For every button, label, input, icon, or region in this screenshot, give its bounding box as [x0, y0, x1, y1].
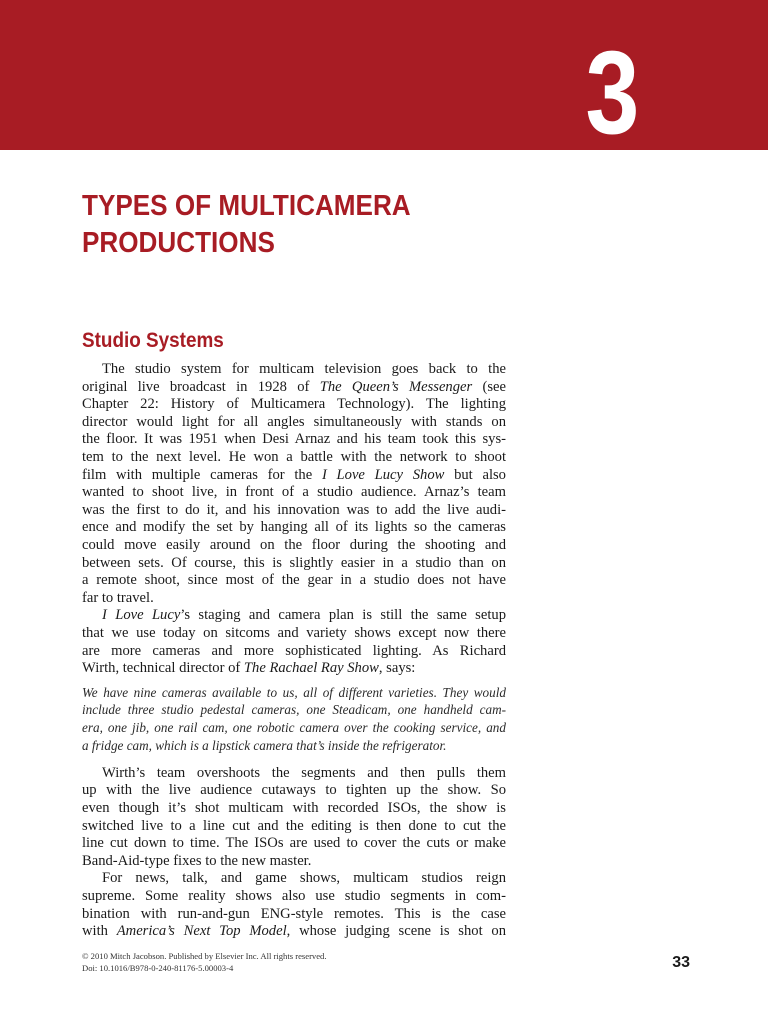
text-line: the floor. It was 1951 when Desi Arnaz and his team took this sys- [82, 431, 506, 448]
text-line: original live broadcast in 1928 of The Queen’s Messenger (see [82, 378, 506, 395]
paragraph-4 [82, 870, 506, 940]
text-line: that we use today on sitcoms and variety shows except now there [82, 624, 506, 641]
block-quote [82, 684, 506, 755]
copyright-text: © 2010 Mitch Jacobson. Published by Elsevier Inc. All rights reserved. [82, 951, 327, 961]
quote-line: era, one jib, one rail cam, one robotic camera over the cooking service, and [82, 720, 506, 736]
paragraph-2 [82, 607, 506, 677]
text-line: a remote shoot, since most of the gear in a studio does not have [82, 572, 506, 589]
chapter-title [82, 188, 622, 262]
italic-title: The Queen’s Messenger [319, 378, 473, 395]
text-line: ence and modify the set by hanging all of its lights so the cameras [82, 519, 506, 536]
chapter-number: 3 [585, 27, 638, 159]
text-line: bination with run-and-gun ENG-style remotes. This is the case [82, 905, 506, 922]
text-line: with America’s Next Top Model, whose judging scene is shot on [82, 923, 507, 940]
text-line: was the first to do it, and his innovation was to add the live audi- [82, 501, 506, 518]
chapter-header-band [0, 0, 768, 159]
copyright-notice [82, 950, 327, 974]
text-line: I Love Lucy’s staging and camera plan is still the same setup [102, 607, 506, 624]
quote-line: We have nine cameras available to us, all of different varieties. They would [82, 684, 506, 700]
text-line: far to travel. [82, 589, 154, 606]
body-text [82, 361, 506, 941]
doi-text: Doi: 10.1016/B978-0-240-81176-5.00003-4 [82, 963, 234, 973]
chapter-title-line: PRODUCTIONS [82, 227, 275, 259]
text-line: switched live to a line cut and the editing is then done to cut the [82, 817, 506, 834]
text-line: even though it’s shot multicam with recorded ISOs, the show is [82, 800, 506, 817]
paragraph-1 [82, 361, 506, 607]
paragraph-3 [82, 765, 506, 871]
quote-line: include three studio pedestal cameras, one Steadicam, one handheld cam- [82, 702, 506, 718]
text-line: tem to the next level. He won a battle with the network to shoot [82, 448, 506, 465]
italic-title: I Love Lucy [102, 607, 181, 624]
text-line: line cut down to time. The ISOs are used to cover the cuts or make [82, 835, 506, 852]
text-line: wanted to shoot live, in front of a studio audience. Arnaz’s team [82, 484, 506, 501]
italic-title: I Love Lucy Show [321, 466, 445, 483]
italic-title: America’s Next Top Model [116, 923, 287, 940]
quote-line: a fridge cam, which is a lipstick camera that’s inside the refrigerator. [82, 738, 447, 754]
text-line: Wirth, technical director of The Rachael Ray Show, says: [82, 660, 416, 677]
text-line: film with multiple cameras for the I Love Lucy Show but also [82, 466, 506, 483]
chapter-title-line: TYPES OF MULTICAMERA [82, 190, 411, 222]
italic-title: The Rachael Ray Show [243, 660, 379, 677]
text-line: Chapter 22: History of Multicamera Technology). The lighting [82, 396, 506, 413]
text-line: For news, talk, and game shows, multicam studios reign [102, 870, 506, 887]
text-line: could move easily around on the floor during the shooting and [82, 536, 506, 553]
section-heading: Studio Systems [82, 329, 224, 352]
text-line: up with the live audience cutaways to tighten up the show. So [82, 782, 506, 799]
page-number: 33 [672, 954, 690, 971]
text-line: Wirth’s team overshoots the segments and then pulls them [102, 764, 506, 781]
text-line: The studio system for multicam television goes back to the [102, 361, 506, 377]
text-line: are more cameras and more sophisticated lighting. As Richard [82, 642, 506, 659]
text-line: supreme. Some reality shows also use studio segments in com- [82, 888, 506, 905]
text-line: director would light for all angles simultaneously with stands on [82, 413, 506, 430]
text-line: between sets. Of course, this is slightly easier in a studio than on [82, 554, 506, 571]
text-line: Band-Aid-type fixes to the new master. [82, 852, 312, 869]
